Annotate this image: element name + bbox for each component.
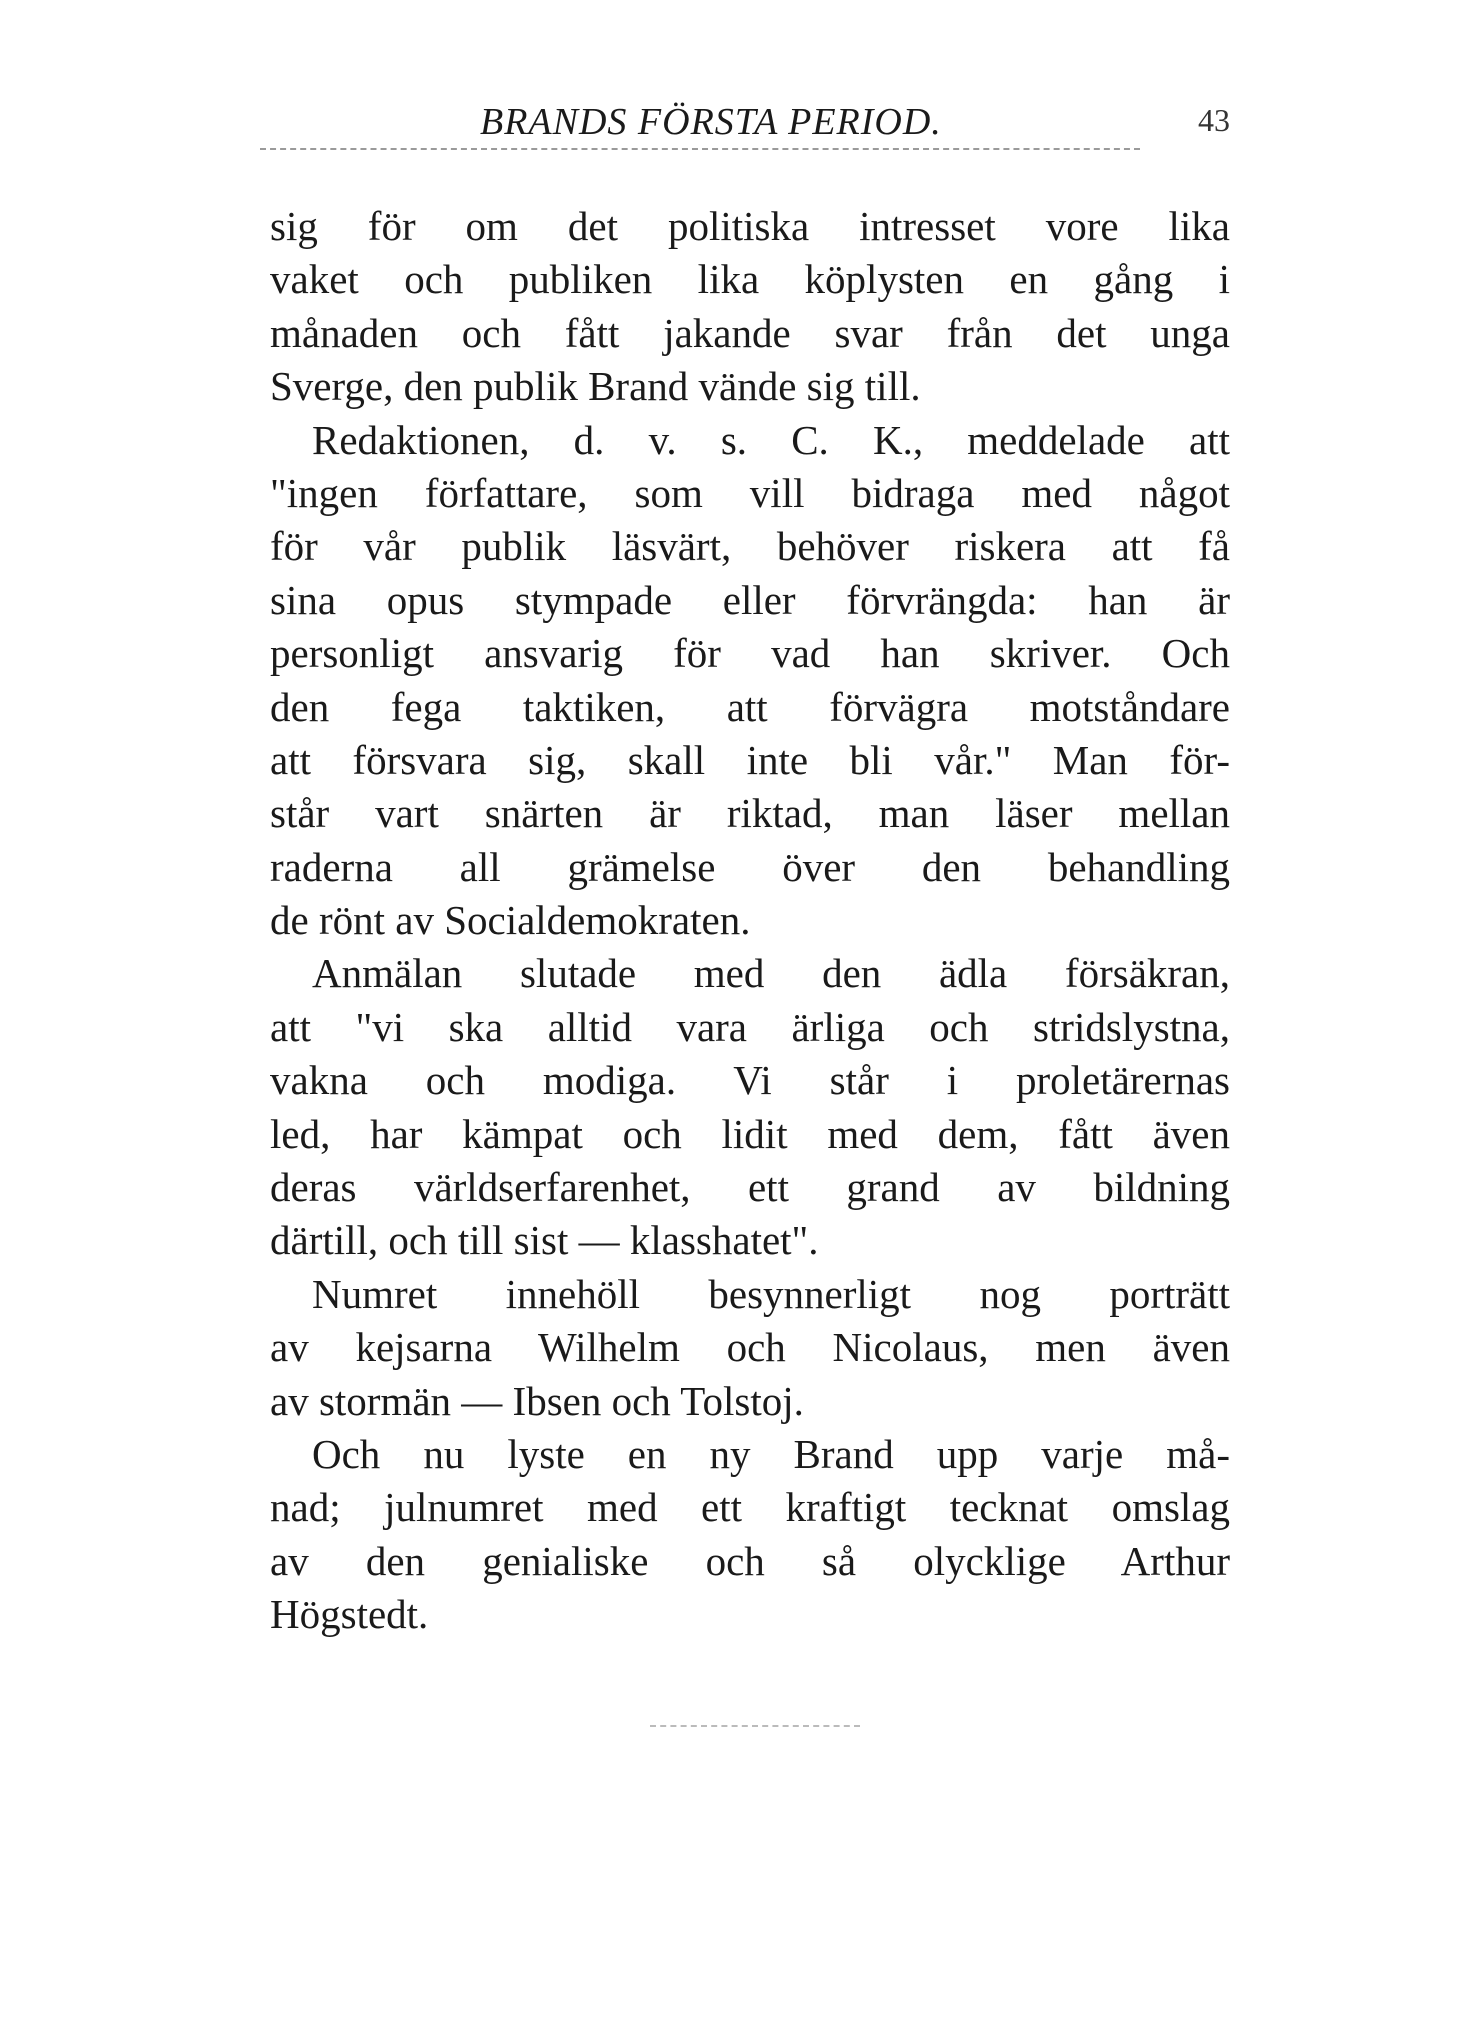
text-line: av kejsarna Wilhelm och Nicolaus, men även [270,1324,1230,1371]
text-line: att "vi ska alltid vara ärliga och stridslystna, [270,1003,1230,1050]
text-line: av den genialiske och så olycklige Arthur [270,1537,1230,1584]
text-line: månaden och fått jakande svar från det unga [270,309,1230,356]
text-line: nad; julnumret med ett kraftigt tecknat omslag [270,1484,1230,1531]
running-title: BRANDS FÖRSTA PERIOD. [480,101,942,143]
text-line: att försvara sig, skall inte bli vår." Man för- [270,736,1230,783]
text-line: Anmälan slutade med den ädla försäkran, [312,950,1230,997]
text-line: därtill, och till sist — klasshatet". [270,1217,819,1264]
running-header [270,100,1230,150]
text-line: sig för om det politiska intresset vore lika [270,203,1230,249]
text-line: Högstedt. [270,1591,429,1638]
text-line: de rönt av Socialdemokraten. [270,897,751,944]
text-line: "ingen författare, som vill bidraga med något [270,469,1230,516]
header-rule [260,148,1140,150]
text-line: vakna och modiga. Vi står i proletärernas [270,1057,1230,1104]
text-line: för vår publik läsvärt, behöver riskera att få [270,523,1230,570]
text-line: Numret innehöll besynnerligt nog porträtt [312,1270,1230,1317]
text-line: raderna all grämelse över den behandling [270,843,1230,890]
text-line: vaket och publiken lika köplysten en gång i [270,256,1230,303]
text-line: led, har kämpat och lidit med dem, fått även [270,1110,1230,1157]
text-line: sina opus stympade eller förvrängda: han är [270,576,1230,623]
text-line: står vart snärten är riktad, man läser mellan [270,790,1230,837]
text-line: personligt ansvarig för vad han skriver. Och [270,630,1230,677]
text-line: av stormän — Ibsen och Tolstoj. [270,1377,804,1424]
text-line: Och nu lyste en ny Brand upp varje må- [312,1430,1230,1477]
page-number: 43 [1198,102,1230,138]
body-text [270,200,1230,1642]
bottom-ornament [650,1725,860,1727]
text-line: den fega taktiken, att förvägra motståndare [270,683,1230,730]
text-line: deras världserfarenhet, ett grand av bildning [270,1164,1230,1211]
text-line: Sverge, den publik Brand vände sig till. [270,363,921,410]
text-line: Redaktionen, d. v. s. C. K., meddelade att [312,416,1230,463]
